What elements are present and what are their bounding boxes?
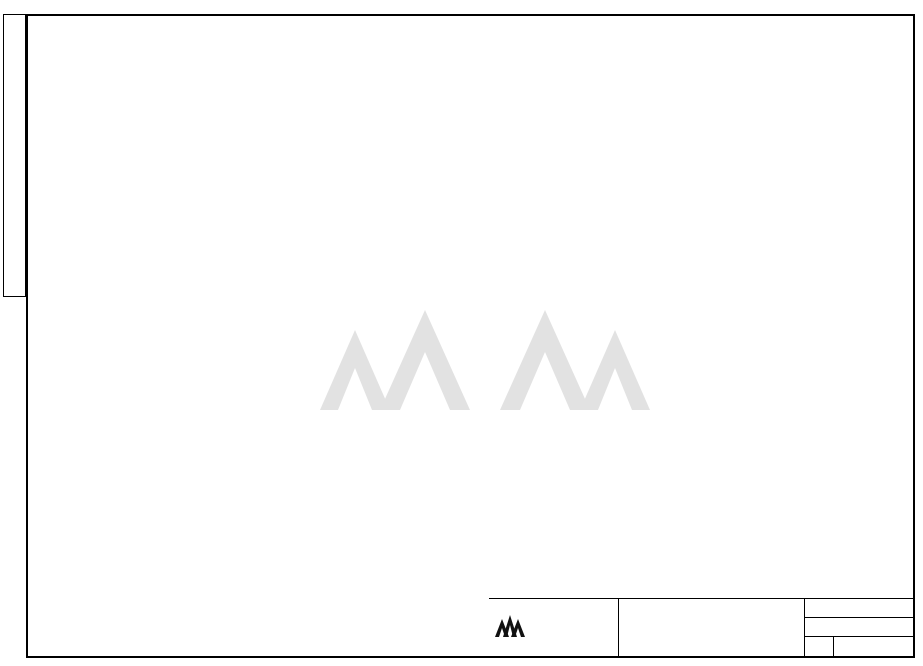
- company-logo-watermark: [320, 290, 650, 410]
- drawing-name-cell: [619, 598, 805, 658]
- approval-strip: [3, 14, 26, 297]
- page-number-row: [805, 637, 915, 657]
- atlas-name: [805, 599, 915, 618]
- title-block: [489, 598, 915, 658]
- company-logo-icon: [495, 611, 525, 637]
- atlas-info-cell: [805, 598, 915, 658]
- atlas-code: [805, 618, 915, 637]
- company-logo-cell: [489, 598, 619, 658]
